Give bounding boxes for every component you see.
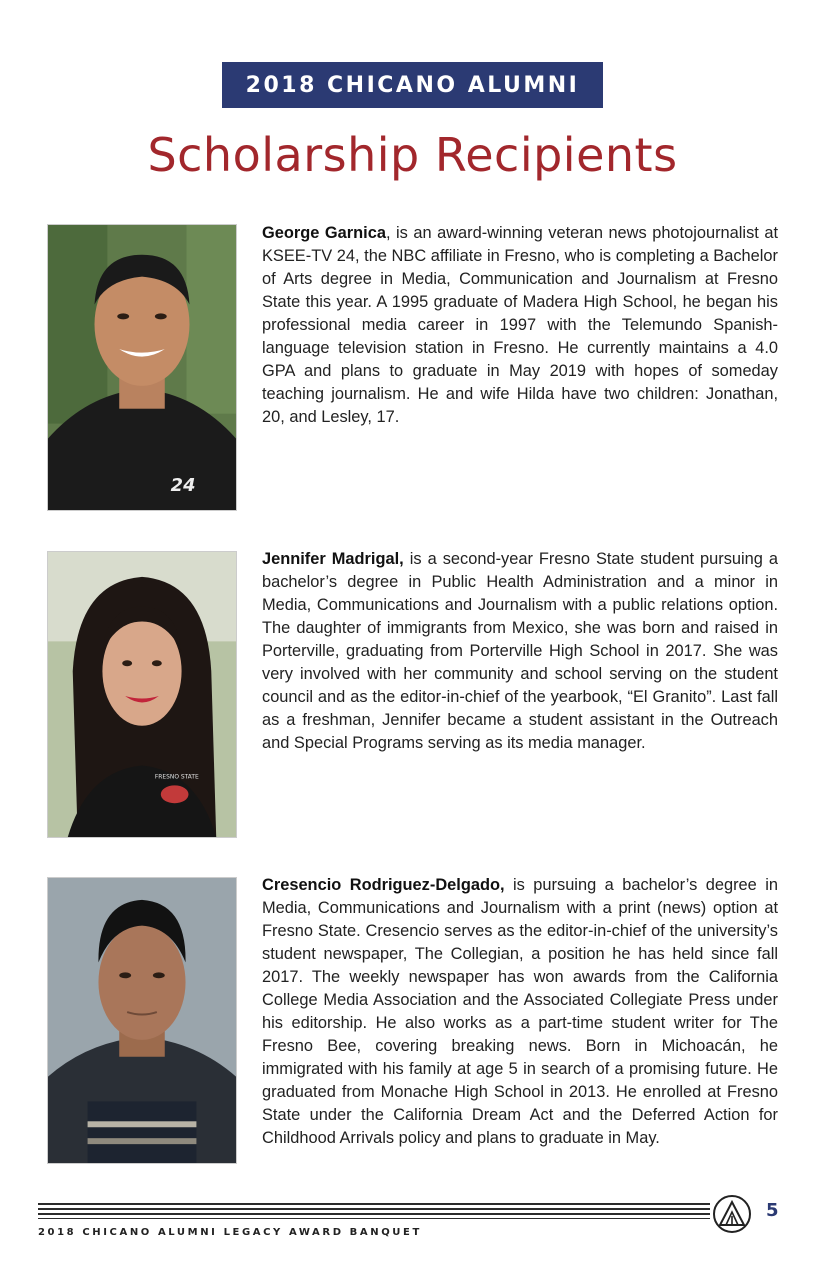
recipient-bio-madrigal <box>262 548 778 755</box>
recipient-name: Jennifer Madrigal, <box>262 550 404 568</box>
recipient-bio-text: , is an award-winning veteran news photojournalist at KSEE-TV 24, the NBC affiliate in Fresno, who is completing a Bachelor of Arts degree in Media, Communication and Journalism at Fresno State this year. A 1995 graduate of Madera High School, he began his professional media career in 1997 with the Telemundo Spanish-language television station in Fresno. He currently maintains a 4.0 GPA and plans to graduate in May 2019 with hopes of someday teaching journalism. He and wife Hilda have two children: Jonathan, 20, and Lesley, 17. <box>262 224 778 426</box>
recipient-bio-garnica <box>262 222 778 429</box>
recipient-name: Cresencio Rodriguez-Delgado, <box>262 876 505 894</box>
recipient-photo-madrigal <box>47 551 237 838</box>
recipient-bio-text: is pursuing a bachelor’s degree in Media, Communications and Journalism with a print (news) option at Fresno State. Cresencio serves as the editor-in-chief of the university’s student newspaper, The Collegian, a position he has held since fall 2017. The weekly newspaper has won awards from the California College Media Association and the Associated Collegiate Press under his editorship. He also works as a part-time student writer for The Fresno Bee, covering breaking news. Born in Michoacán, he immigrated with his family at age 5 in search of a promising future. He graduated from Monache High School in 2013. He enrolled at Fresno State under the California Dream Act and the Deferred Action for Childhood Arrivals policy and plans to graduate in May. <box>262 876 779 1147</box>
footer-text: 2018 CHICANO ALUMNI LEGACY AWARD BANQUET <box>38 1227 422 1238</box>
recipient-bio-rodriguez-delgado <box>262 874 778 1150</box>
recipient-bio-text: is a second-year Fresno State student pursuing a bachelor’s degree in Public Health Administration and a minor in Media, Communications and Journalism with a public relations option. The daughter of immigrants from Mexico, she was born and raised in Porterville, graduating from Porterville High School in 2017. She was very involved with her community and school serving on the student council and as the editor-in-chief of the yearbook, “El Granito”. Last fall as a freshman, Jennifer became a student assistant in the Outreach and Special Programs serving as its media manager. <box>262 550 779 752</box>
page-number: 5 <box>766 1200 779 1221</box>
recipient-photo-rodriguez-delgado <box>47 877 237 1164</box>
recipient-photo-garnica <box>47 224 237 511</box>
arch-emblem-icon <box>712 1194 752 1234</box>
shirt-logo-fresno-state: FRESNO STATE <box>154 773 199 781</box>
page-title: Scholarship Recipients <box>147 128 678 182</box>
header-banner: 2018 CHICANO ALUMNI <box>222 62 603 108</box>
shirt-logo-24: 24 <box>170 475 196 497</box>
footer-rule <box>38 1203 710 1221</box>
recipient-name: George Garnica <box>262 224 386 242</box>
